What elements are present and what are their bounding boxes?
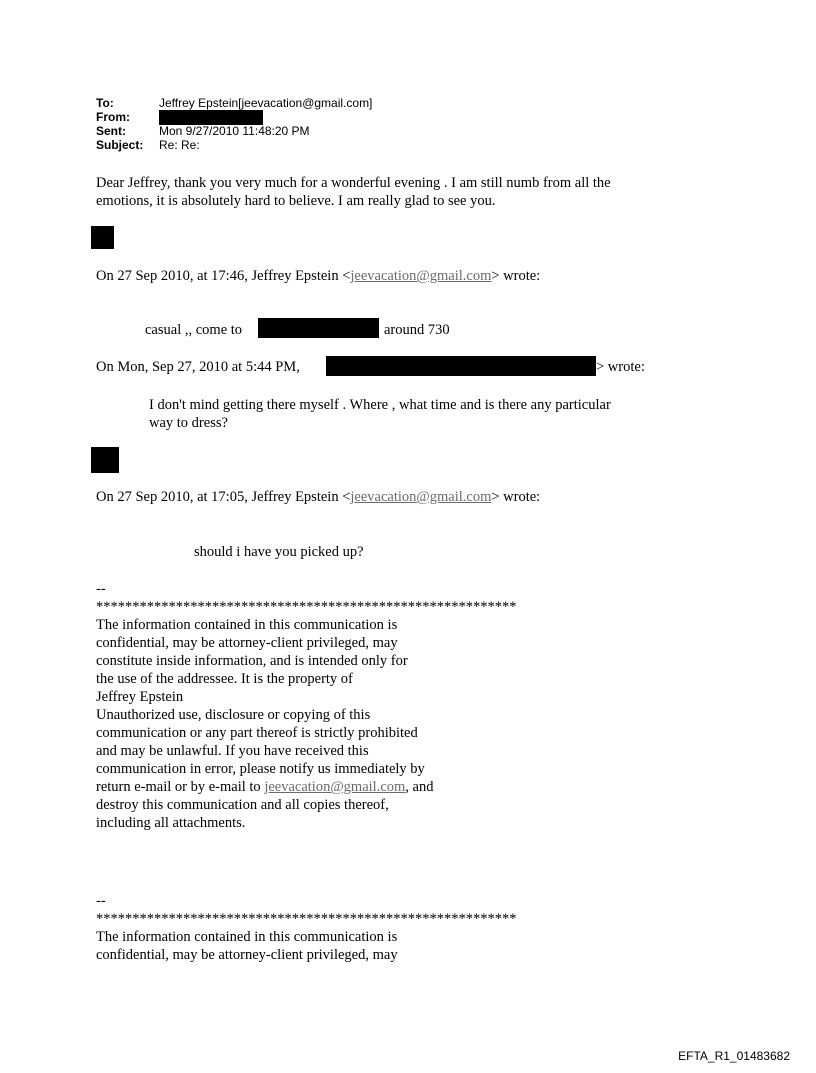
email-link[interactable]: jeevacation@gmail.com <box>350 489 492 505</box>
pickup-line: should i have you picked up? <box>194 544 364 560</box>
sent-value: Mon 9/27/2010 11:48:20 PM <box>159 124 310 138</box>
reply-line-2: way to dress? <box>149 415 228 431</box>
disclaimer-line: the use of the addressee. It is the property of <box>96 671 353 687</box>
disclaimer-line-prefix: return e-mail or by e-mail to <box>96 779 265 795</box>
sent-row <box>96 124 372 138</box>
document-id: EFTA_R1_01483682 <box>678 1049 790 1063</box>
disclaimer-line: communication or any part thereof is strictly prohibited <box>96 725 418 741</box>
disclaimer-stars: ********************************************************** <box>96 911 517 927</box>
quote-header-3-prefix: On 27 Sep 2010, at 17:05, Jeffrey Epstein < <box>96 489 351 505</box>
disclaimer-line: confidential, may be attorney-client privileged, may <box>96 635 398 651</box>
disclaimer-line: Unauthorized use, disclosure or copying of this <box>96 707 371 723</box>
disclaimer-stars: ********************************************************** <box>96 599 517 615</box>
to-value: Jeffrey Epstein[jeevacation@gmail.com] <box>159 96 373 110</box>
disclaimer-line-suffix: , and <box>405 779 434 795</box>
disclaimer-line: constitute inside information, and is intended only for <box>96 653 408 669</box>
disclaimer-line: Jeffrey Epstein <box>96 689 184 705</box>
disclaimer-line: The information contained in this communication is <box>96 617 398 633</box>
disclaimer-line <box>96 778 517 796</box>
quote-header-1 <box>96 267 540 285</box>
quote-header-1-prefix: On 27 Sep 2010, at 17:46, Jeffrey Epstein < <box>96 268 351 284</box>
reply-line-1: I don't mind getting there myself . Where , what time and is there any particular <box>149 397 611 413</box>
casual-line: casual ,, come to <box>145 322 243 338</box>
quote-header-1-suffix: > wrote: <box>491 268 541 284</box>
from-row <box>96 110 372 124</box>
disclaimer-line: The information contained in this communication is <box>96 929 398 945</box>
disclaimer-block-2 <box>96 892 517 964</box>
disclaimer-line: destroy this communication and all copies thereof, <box>96 797 389 813</box>
redaction-box <box>326 356 596 376</box>
disclaimer-block-1 <box>96 580 517 832</box>
to-row <box>96 96 372 110</box>
quote-header-2-suffix: > wrote: <box>596 359 645 375</box>
disclaimer-line: including all attachments. <box>96 815 246 831</box>
quote-header-2-prefix: On Mon, Sep 27, 2010 at 5:44 PM, <box>96 359 300 375</box>
redaction-box <box>159 110 263 125</box>
from-label: From: <box>96 110 130 124</box>
disclaimer-dashes: -- <box>96 893 106 909</box>
to-label: To: <box>96 96 114 110</box>
email-link[interactable]: jeevacation@gmail.com <box>264 779 406 795</box>
casual-line-suffix: around 730 <box>384 322 450 338</box>
disclaimer-line: communication in error, please notify us immediately by <box>96 761 425 777</box>
message-line-2: emotions, it is absolutely hard to believe. I am really glad to see you. <box>96 193 496 209</box>
redaction-box <box>91 226 114 249</box>
redaction-box <box>91 447 119 473</box>
disclaimer-line: and may be unlawful. If you have received this <box>96 743 369 759</box>
message-line-1: Dear Jeffrey, thank you very much for a wonderful evening . I am still numb from all the <box>96 175 611 191</box>
email-link[interactable]: jeevacation@gmail.com <box>350 268 492 284</box>
subject-value: Re: Re: <box>159 138 200 152</box>
subject-label: Subject: <box>96 138 144 152</box>
quote-header-3 <box>96 488 540 506</box>
disclaimer-dashes: -- <box>96 581 106 597</box>
email-header <box>96 96 372 152</box>
quote-header-3-suffix: > wrote: <box>491 489 541 505</box>
subject-row <box>96 138 372 152</box>
redaction-box <box>258 318 379 338</box>
disclaimer-line: confidential, may be attorney-client privileged, may <box>96 947 398 963</box>
sent-label: Sent: <box>96 124 126 138</box>
